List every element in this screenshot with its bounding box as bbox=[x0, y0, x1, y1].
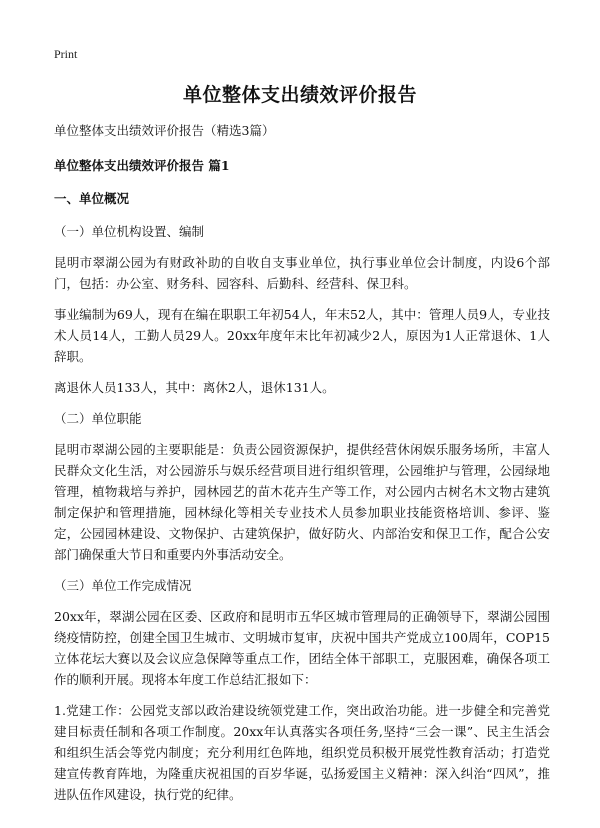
document-body bbox=[54, 120, 550, 815]
document-subtitle: 单位整体支出绩效评价报告（精选3篇） bbox=[54, 123, 275, 138]
heading-work: （三）单位工作完成情况 bbox=[54, 578, 192, 593]
print-link[interactable]: Print bbox=[54, 47, 78, 61]
section-heading: 单位整体支出绩效评价报告 篇1 bbox=[54, 158, 230, 173]
paragraph: 事业编制为69人，现有在编在职职工年初54人，年末52人，其中：管理人员9人，专业技术人员14人，工勤人员29人。20xx年度年末比年初减少2人，原因为1人正常退休、1人辞职。 bbox=[54, 307, 550, 364]
heading-overview: 一、单位概况 bbox=[54, 191, 130, 206]
paragraph: 离退休人员133人，其中：离休2人，退休131人。 bbox=[54, 380, 335, 395]
paragraph: 昆明市翠湖公园的主要职能是：负责公园资源保护，提供经营休闲娱乐服务场所，丰富人民群众文化生活，对公园游乐与娱乐经营项目进行组织管理，公园维护与管理，公园绿地管理，植物栽培与养护，园林园艺的苗木花卉生产等工作，对公园内古树名木文物古建筑制定保护和管理措施，园林绿化等相关专业技术人员参加职业技能资格培训、参评、鉴定，公园园林建设、文物保护、古建筑保护，做好防火、内部治安和保卫工作，配合公安部门确保重大节日和重要内外事活动安全。 bbox=[54, 442, 550, 562]
paragraph: 1.党建工作：公园党支部以政治建设统领党建工作，突出政治功能。进一步健全和完善党建目标责任制和各项工作制度。20xx年认真落实各项任务,坚持“三会一课”、民主生活会和组织生活会等党内制度；充分利用红色阵地，组织党员积极开展党性教育活动；打造党建宣传教育阵地，为隆重庆祝祖国的百岁华诞，弘扬爱国主义精神：深入纠治“四风”，推进队伍作风建设，执行党的纪律。 bbox=[54, 703, 550, 802]
heading-structure: （一）单位机构设置、编制 bbox=[54, 224, 205, 239]
heading-duties: （二）单位职能 bbox=[54, 411, 142, 426]
page-title: 单位整体支出绩效评价报告 bbox=[182, 84, 417, 106]
paragraph: 昆明市翠湖公园为有财政补助的自收自支事业单位，执行事业单位会计制度，内设6个部门，包括：办公室、财务科、园容科、后勤科、经营科、保卫科。 bbox=[54, 255, 550, 291]
paragraph: 20xx年，翠湖公园在区委、区政府和昆明市五华区城市管理局的正确领导下，翠湖公园围绕疫情防控，创建全国卫生城市、文明城市复审，庆祝中国共产党成立100周年，COP15立体花坛大赛以及会议应急保障等重点工作，团结全体干部职工，克服困难，确保各项工作的顺利开展。现将本年度工作总结汇报如下： bbox=[54, 609, 550, 687]
